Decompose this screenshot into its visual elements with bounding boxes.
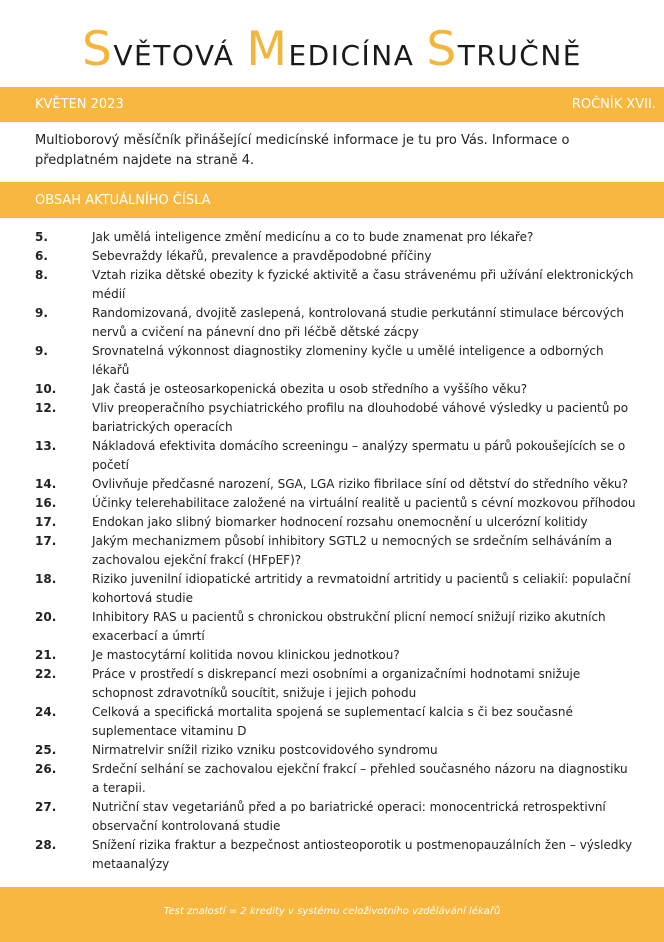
toc-item: [0, 665, 664, 703]
toc-item-page: 14.: [35, 477, 57, 491]
toc-item-page: 17.: [35, 515, 57, 529]
toc-item-page: 9.: [35, 344, 48, 358]
toc-item: [0, 228, 664, 247]
toc-item: [0, 532, 664, 570]
toc-item-title: Snížení rizika fraktur a bezpečnost antiosteoporotik u postmenopauzálních žen – výsledky metaanalýzy: [92, 838, 633, 871]
toc-item-title: Nirmatrelvir snížil riziko vzniku postcovidového syndromu: [92, 743, 438, 757]
toc-item: [0, 570, 664, 608]
toc-item-page: 27.: [35, 800, 57, 814]
table-of-contents: [0, 228, 664, 874]
toc-item-page: 24.: [35, 705, 57, 719]
toc-item-title: Srovnatelná výkonnost diagnostiky zlomeniny kyčle u umělé inteligence a odborných lékařů: [92, 344, 604, 377]
toc-item: [0, 741, 664, 760]
toc-item-page: 6.: [35, 249, 48, 263]
issue-volume: ROČNÍK XVII.: [571, 97, 656, 112]
toc-item-page: 25.: [35, 743, 57, 757]
toc-item-page: 21.: [35, 648, 57, 662]
toc-item-page: 16.: [35, 496, 57, 510]
toc-item-title: Práce v prostředí s diskrepancí mezi osobními a organizačními hodnotami snižuje schopnost zdravotníků soucítit, snižuje i jejich pohodu: [92, 667, 581, 700]
footer-bar: [0, 887, 664, 942]
toc-item: [0, 494, 664, 513]
toc-item-title: Vliv preoperačního psychiatrického profilu na dlouhodobé váhové výsledky u pacientů po bariatrických operacích: [92, 401, 629, 434]
masthead-word-1: SVĚTOVÁ: [82, 22, 235, 77]
toc-item-page: 28.: [35, 838, 57, 852]
toc-item-title: Randomizovaná, dvojitě zaslepená, kontrolovaná studie perkutánní stimulace bércových nervů a cvičení na pánevní dno při léčbě dětské zácpy: [92, 306, 624, 339]
toc-item-page: 26.: [35, 762, 57, 776]
toc-item: [0, 437, 664, 475]
toc-item: [0, 760, 664, 798]
toc-item-page: 17.: [35, 534, 57, 548]
toc-item-page: 22.: [35, 667, 57, 681]
toc-item-page: 8.: [35, 268, 48, 282]
toc-heading: OBSAH AKTUÁLNÍHO ČÍSLA: [35, 193, 211, 208]
intro-text: Multioborový měsíčník přinášející medicínské informace je tu pro Vás. Informace o předplatném najdete na straně 4.: [35, 133, 570, 168]
footer-note: Test znalostí = 2 kredity v systému celoživotního vzdělávání lékařů: [163, 906, 501, 917]
toc-item: [0, 399, 664, 437]
masthead-word-2: MEDICÍNA: [246, 22, 415, 77]
toc-item: [0, 646, 664, 665]
toc-item-page: 20.: [35, 610, 57, 624]
toc-item: [0, 798, 664, 836]
toc-item-title: Srdeční selhání se zachovalou ejekční frakcí – přehled současného názoru na diagnostiku a terapii.: [92, 762, 628, 795]
toc-item-title: Endokan jako slibný biomarker hodnocení rozsahu onemocnění u ulcerózní kolitidy: [92, 515, 588, 529]
toc-item-page: 13.: [35, 439, 57, 453]
masthead-word-3: STRUČNĚ: [426, 22, 582, 77]
toc-item: [0, 608, 664, 646]
toc-item: [0, 703, 664, 741]
toc-item: [0, 475, 664, 494]
toc-item-title: Účinky telerehabilitace založené na virtuální realitě u pacientů s cévní mozkovou příhodou: [92, 496, 636, 510]
toc-item-title: Celková a specifická mortalita spojená se suplementací kalcia s či bez současné suplementace vitaminu D: [92, 705, 573, 738]
toc-item-page: 12.: [35, 401, 57, 415]
toc-item-title: Jak častá je osteosarkopenická obezita u osob středního a vyššího věku?: [92, 382, 528, 396]
toc-item-title: Nutriční stav vegetariánů před a po bariatrické operaci: monocentrická retrospektivní observační kontrolovaná studie: [92, 800, 606, 833]
toc-heading-bar: [0, 182, 664, 218]
masthead-title: [0, 22, 664, 77]
toc-item: [0, 836, 664, 874]
issue-bar: [0, 87, 664, 122]
toc-item-title: Je mastocytární kolitida novou klinickou jednotkou?: [92, 648, 400, 662]
toc-item: [0, 380, 664, 399]
toc-item-page: 10.: [35, 382, 57, 396]
toc-item: [0, 304, 664, 342]
toc-item-title: Sebevraždy lékařů, prevalence a pravděpodobné příčiny: [92, 249, 432, 263]
toc-item: [0, 247, 664, 266]
issue-date: KVĚTEN 2023: [35, 97, 124, 112]
toc-item-page: 5.: [35, 230, 48, 244]
toc-item-page: 9.: [35, 306, 48, 320]
toc-item-title: Riziko juvenilní idiopatické artritidy a revmatoidní artritidy u pacientů s celiakií: populační kohortová studie: [92, 572, 631, 605]
toc-item: [0, 513, 664, 532]
toc-item-title: Inhibitory RAS u pacientů s chronickou obstrukční plicní nemocí snižují riziko akutních exacerbací a úmrtí: [92, 610, 606, 643]
toc-item-title: Jakým mechanizmem působí inhibitory SGTL2 u nemocných se srdečním selháváním a zachovalou ejekční frakcí (HFpEF)?: [92, 534, 613, 567]
toc-item-title: Jak umělá inteligence změní medicínu a co to bude znamenat pro lékaře?: [92, 230, 534, 244]
toc-item-title: Ovlivňuje předčasné narození, SGA, LGA riziko fibrilace síní od dětství do středního věku?: [92, 477, 629, 491]
toc-item-title: Nákladová efektivita domácího screeningu – analýzy spermatu u párů pokoušejících se o početí: [92, 439, 626, 472]
toc-item: [0, 266, 664, 304]
toc-item: [0, 342, 664, 380]
toc-item-page: 18.: [35, 572, 57, 586]
toc-item-title: Vztah rizika dětské obezity k fyzické aktivitě a času strávenému při užívání elektronických médií: [92, 268, 634, 301]
